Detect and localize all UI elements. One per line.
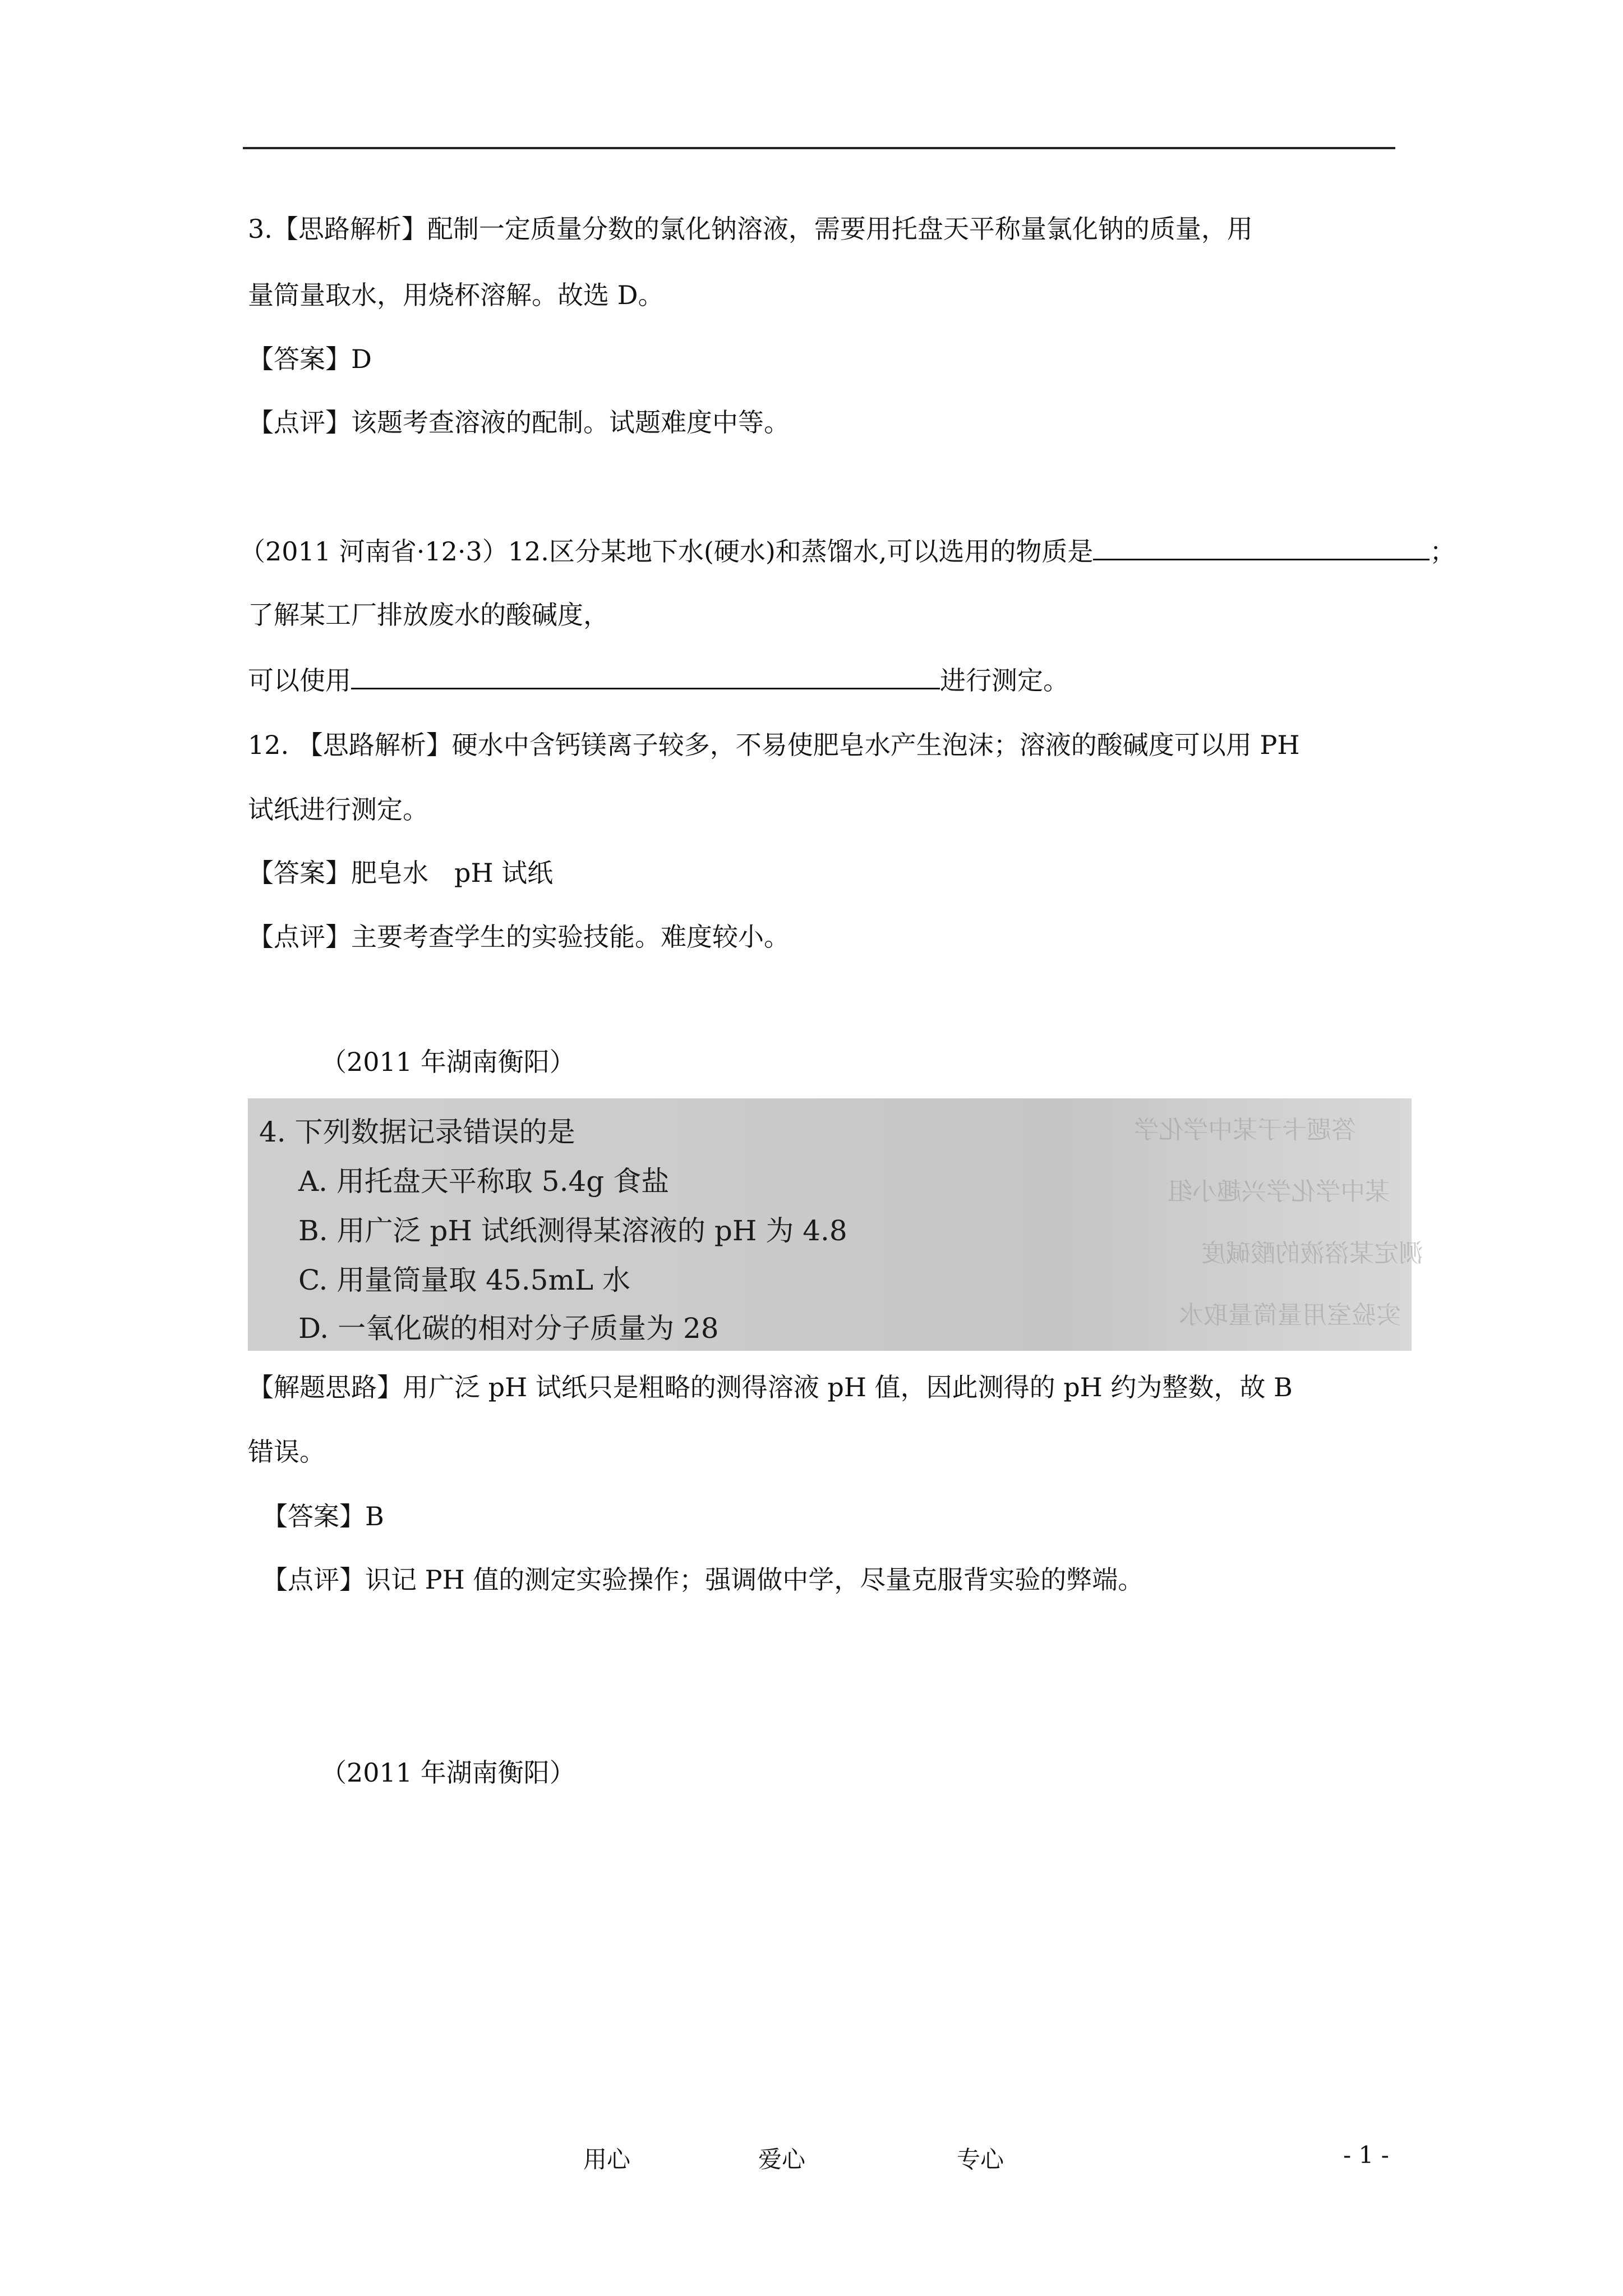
photo-bleed-text: 测定某溶液的酸碱度	[1201, 1239, 1423, 1268]
photo-bleed-text: 某中学化学兴趣小组	[1168, 1177, 1390, 1206]
photo-option-a: A. 用托盘天平称取 5.4g 食盐	[298, 1165, 670, 1198]
q12-blank-1	[1093, 536, 1430, 560]
q12-question-line3	[248, 665, 1069, 696]
question-photo	[248, 1098, 1423, 1351]
footer-item-2: 爱心	[758, 2146, 806, 2173]
q3-analysis-line2: 量筒量取水，用烧杯溶解。故选 D。	[248, 280, 664, 310]
q4-analysis-line1: 【解题思路】用广泛 pH 试纸只是粗略的测得溶液 pH 值，因此测得的 pH 约为整数，故 B	[248, 1372, 1293, 1402]
footer-item-3: 专心	[957, 2146, 1004, 2173]
photo-option-b: B. 用广泛 pH 试纸测得某溶液的 pH 为 4.8	[298, 1214, 847, 1247]
header-rule	[243, 147, 1395, 149]
q12-question-line1	[239, 536, 1455, 567]
q12-blank-2	[351, 665, 940, 689]
q3-analysis-line1: 3.【思路解析】配制一定质量分数的氯化钠溶液，需要用托盘天平称量氯化钠的质量，用	[248, 214, 1253, 244]
q12-question-line3-suffix: 进行测定。	[940, 665, 1069, 696]
q4-source: （2011 年湖南衡阳）	[321, 1047, 575, 1077]
q12-question-suffix: ；	[1430, 536, 1456, 567]
footer-item-1: 用心	[583, 2146, 631, 2173]
q4-answer: 【答案】B	[262, 1501, 384, 1531]
q3-comment: 【点评】该题考查溶液的配制。试题难度中等。	[248, 407, 790, 438]
photo-option-d: D. 一氧化碳的相对分子质量为 28	[298, 1312, 719, 1345]
q4-comment: 【点评】识记 PH 值的测定实验操作；强调做中学，尽量克服背实验的弊端。	[262, 1565, 1144, 1595]
photo-bleed-text: 实验室用量筒量取水	[1179, 1301, 1401, 1329]
q12-question-prefix: （2011 河南省·12·3）12.区分某地下水(硬水)和蒸馏水,可以选用的物质是	[239, 536, 1094, 567]
q12-question-line3-prefix: 可以使用	[248, 665, 351, 696]
photo-option-c: C. 用量筒量取 45.5mL 水	[298, 1264, 630, 1296]
page-number: - 1 -	[1343, 2141, 1389, 2169]
q12-comment: 【点评】主要考查学生的实验技能。难度较小。	[248, 922, 790, 952]
photo-question-stem: 4. 下列数据记录错误的是	[259, 1116, 575, 1148]
q12-analysis-line2: 试纸进行测定。	[248, 794, 428, 825]
photo-bleed-text: 答题卡于某中学化学	[1134, 1116, 1356, 1144]
q12-answer: 【答案】肥皂水 pH 试纸	[248, 858, 554, 888]
next-question-source: （2011 年湖南衡阳）	[321, 1757, 575, 1788]
q3-answer: 【答案】D	[248, 344, 372, 374]
q12-analysis-line1: 12. 【思路解析】硬水中含钙镁离子较多，不易使肥皂水产生泡沫；溶液的酸碱度可以用 PH	[248, 730, 1300, 760]
q4-analysis-line2: 错误。	[248, 1437, 325, 1467]
q12-question-line2: 了解某工厂排放废水的酸碱度，	[248, 600, 609, 630]
